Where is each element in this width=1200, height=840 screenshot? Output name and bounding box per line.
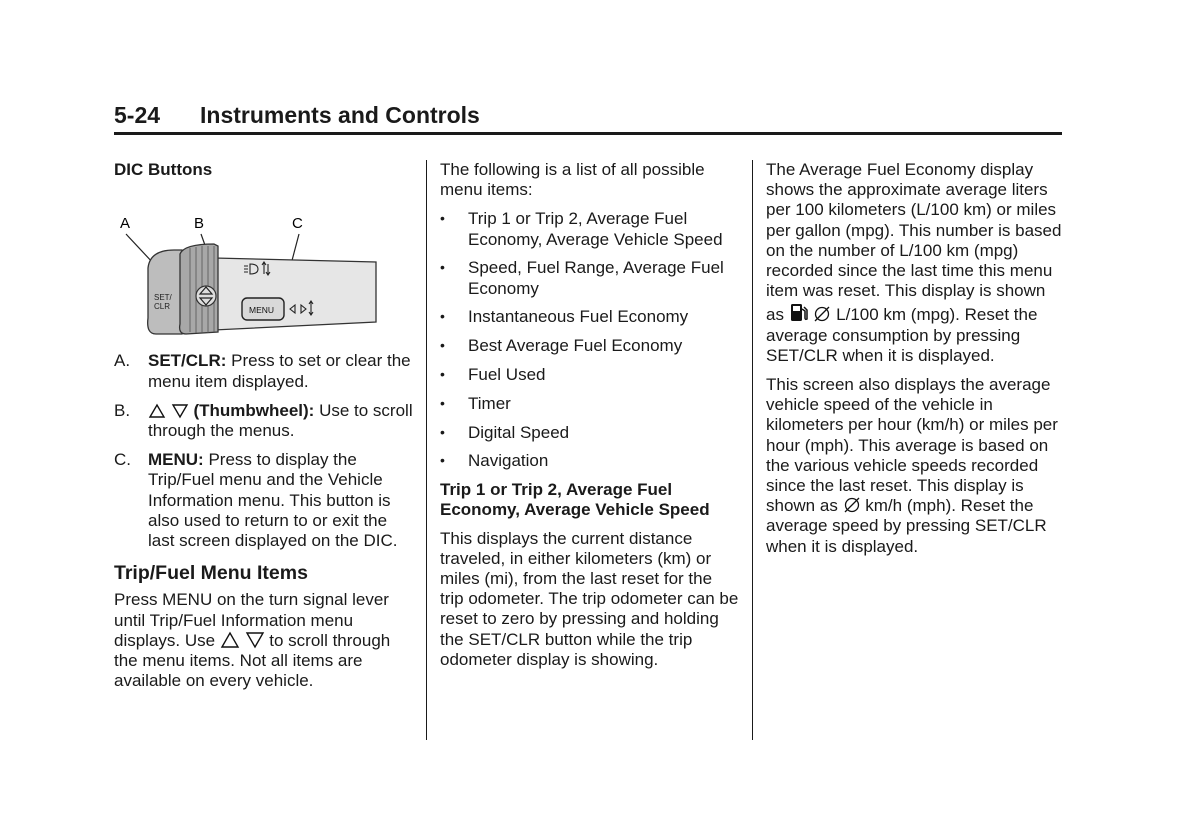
legend-label: A. xyxy=(114,351,131,371)
list-item: • Trip 1 or Trip 2, Average Fuel Economy, Average Vehicle Speed xyxy=(440,209,723,249)
legend-item-thumbwheel xyxy=(114,401,414,441)
list-item: • Speed, Fuel Range, Average Fuel Economy xyxy=(440,258,724,298)
list-item: • Timer xyxy=(440,393,511,413)
paragraph-text: This screen also displays the average vehicle speed of the vehicle in kilometers per hour (km/h) or miles per hour (mph). This average is based on the various vehicle speeds recorded since the last reset. This display is shown as xyxy=(766,375,1058,516)
trip-paragraph: This displays the current distance traveled, in either kilometers (km) or miles (mi), from the last reset for the trip odometer. The trip odometer can be reset to zero by pressing and holding the SET/CLR button while the trip odometer display is showing. xyxy=(440,528,739,669)
paragraph-text: Press MENU on the turn signal lever until Trip/Fuel Information menu displays. Use xyxy=(114,590,389,650)
section-title: Instruments and Controls xyxy=(200,102,480,128)
legend-text: Use to scroll through the menus. xyxy=(148,400,413,441)
set-clr-text-line2: CLR xyxy=(154,302,171,312)
figure-label-b: B xyxy=(194,215,205,233)
column-1 xyxy=(114,160,414,700)
scroll-up-icon xyxy=(220,631,240,649)
legend-term: MENU: xyxy=(148,450,204,470)
legend-item-set-clr xyxy=(114,351,414,391)
list-item: • Best Average Fuel Economy xyxy=(440,336,683,356)
column-3 xyxy=(766,160,1066,566)
button-legend xyxy=(114,351,414,551)
set-clr-text-line1: SET/ xyxy=(154,293,172,303)
list-item: • Navigation xyxy=(440,451,549,471)
avg-fuel-paragraph xyxy=(766,160,1066,366)
paragraph-text: The Average Fuel Economy display shows the approximate average liters per 100 kilometers (L/100 km) or miles per gallon (mpg). This number is based on the number of L/100 km (mpg) recorded since the last time this menu item was reset. This display is shown as xyxy=(766,160,1062,325)
page-header xyxy=(114,100,1062,135)
figure-label-c: C xyxy=(292,215,303,233)
list-item: • Instantaneous Fuel Economy xyxy=(440,307,689,327)
menu-button-text: MENU xyxy=(249,305,275,316)
menu-items-intro: The following is a list of all possible menu items: xyxy=(440,160,705,200)
legend-text: Press to display the Trip/Fuel menu and the Vehicle Information menu. This button is also used to return to or exit the last screen displayed on the DIC. xyxy=(148,450,398,551)
legend-item-menu xyxy=(114,450,414,551)
list-item: • Fuel Used xyxy=(440,365,546,384)
column-divider xyxy=(426,160,427,740)
figure-label-a: A xyxy=(120,215,131,233)
legend-term: (Thumbwheel): xyxy=(188,400,315,420)
column-divider xyxy=(752,160,753,740)
legend-label: C. xyxy=(114,450,131,470)
scroll-down-icon xyxy=(245,631,265,649)
average-icon xyxy=(843,496,861,514)
dic-lever-illustration xyxy=(114,206,384,336)
paragraph-text: to scroll through the menu items. Not all items are available on every vehicle. xyxy=(114,630,391,691)
trip-subheading: Trip 1 or Trip 2, Average Fuel Economy, Average Vehicle Speed xyxy=(440,480,710,520)
legend-text: Press to set or clear the menu item displayed. xyxy=(148,351,411,391)
fuel-pump-icon xyxy=(789,301,809,323)
list-item: • Digital Speed xyxy=(440,422,570,442)
avg-speed-paragraph xyxy=(766,375,1066,557)
trip-fuel-heading: Trip/Fuel Menu Items xyxy=(114,562,308,585)
paragraph-text: L/100 km (mpg). Reset the average consumption by pressing SET/CLR when it is displayed. xyxy=(766,305,1038,365)
trip-fuel-paragraph xyxy=(114,590,414,691)
scroll-up-icon xyxy=(148,403,166,419)
paragraph-text: km/h (mph). Reset the average speed by pressing SET/CLR when it is displayed. xyxy=(766,496,1047,556)
average-icon xyxy=(813,305,831,323)
legend-label: B. xyxy=(114,400,131,420)
menu-items-list xyxy=(440,209,740,471)
page-number: 5-24 xyxy=(114,102,161,128)
column-2 xyxy=(440,160,740,679)
legend-term: SET/CLR: xyxy=(148,351,227,371)
dic-buttons-heading: DIC Buttons xyxy=(114,160,213,179)
scroll-down-icon xyxy=(171,403,189,419)
